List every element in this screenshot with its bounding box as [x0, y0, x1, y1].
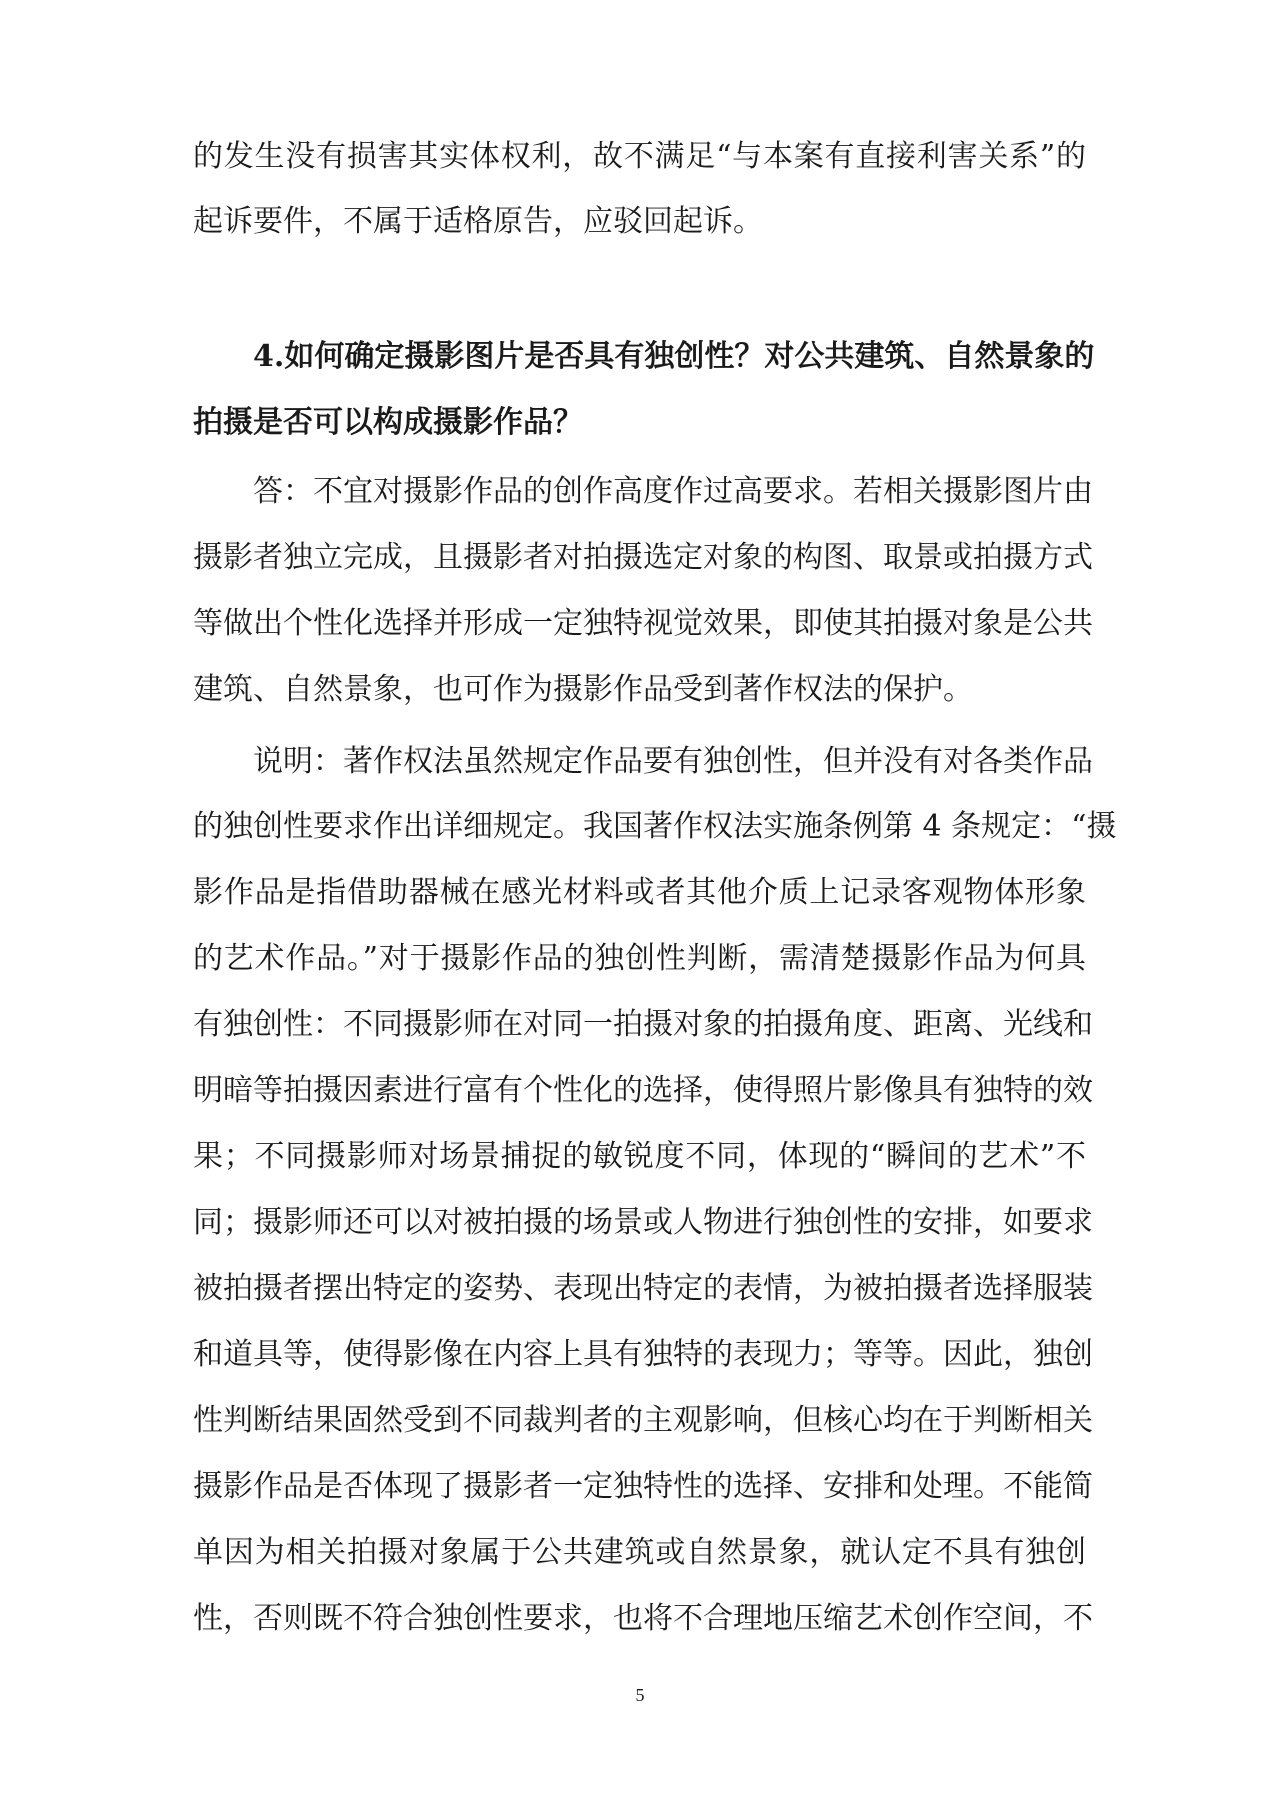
answer-text: 摄影者独立完成，且摄影者对拍摄选定对象的构图、取景或拍摄方式 [193, 540, 1093, 575]
explanation-text: 性判断结果固然受到不同裁判者的主观影响，但核心均在于判断相关 [193, 1403, 1093, 1438]
answer-text: 答：不宜对摄影作品的创作高度作过高要求。若相关摄影图片由 [253, 474, 1093, 509]
answer-text: 等做出个性化选择并形成一定独特视觉效果，即使其拍摄对象是公共 [193, 606, 1093, 641]
page-number: 5 [635, 1685, 645, 1705]
explanation-text: 同；摄影师还可以对被拍摄的场景或人物进行独创性的安排，如要求 [193, 1205, 1093, 1240]
explanation-text: 和道具等，使得影像在内容上具有独特的表现力；等等。因此，独创 [193, 1337, 1093, 1372]
explanation-text: 说明：著作权法虽然规定作品要有独创性，但并没有对各类作品 [253, 744, 1093, 779]
explanation-text: 的艺术作品。”对于摄影作品的独创性判断，需清楚摄影作品为何具 [193, 941, 1086, 976]
explanation-text: 性，否则既不符合独创性要求，也将不合理地压缩艺术创作空间，不 [193, 1601, 1093, 1636]
question-heading: 拍摄是否可以构成摄影作品？ [193, 405, 583, 440]
explanation-text: 影作品是指借助器械在感光材料或者其他介质上记录客观物体形象 [193, 875, 1086, 910]
question-heading: 4.如何确定摄影图片是否具有独创性？对公共建筑、自然景象的 [253, 339, 1095, 374]
explanation-text: 的独创性要求作出详细规定。我国著作权法实施条例第 4 条规定：“摄 [193, 809, 1117, 844]
answer-text: 建筑、自然景象，也可作为摄影作品受到著作权法的保护。 [193, 672, 973, 707]
explanation-text: 果；不同摄影师对场景捕捉的敏锐度不同，体现的“瞬间的艺术”不 [193, 1139, 1086, 1174]
explanation-text: 有独创性：不同摄影师在对同一拍摄对象的拍摄角度、距离、光线和 [193, 1007, 1093, 1042]
explanation-text: 摄影作品是否体现了摄影者一定独特性的选择、安排和处理。不能简 [193, 1469, 1093, 1504]
text-line: 的发生没有损害其实体权利，故不满足“与本案有直接利害关系”的 [193, 139, 1086, 174]
text-line: 起诉要件，不属于适格原告，应驳回起诉。 [193, 204, 763, 239]
explanation-text: 单因为相关拍摄对象属于公共建筑或自然景象，就认定不具有独创 [193, 1535, 1086, 1570]
explanation-text: 明暗等拍摄因素进行富有个性化的选择，使得照片影像具有独特的效 [193, 1073, 1093, 1108]
explanation-text: 被拍摄者摆出特定的姿势、表现出特定的表情，为被拍摄者选择服装 [193, 1271, 1093, 1306]
